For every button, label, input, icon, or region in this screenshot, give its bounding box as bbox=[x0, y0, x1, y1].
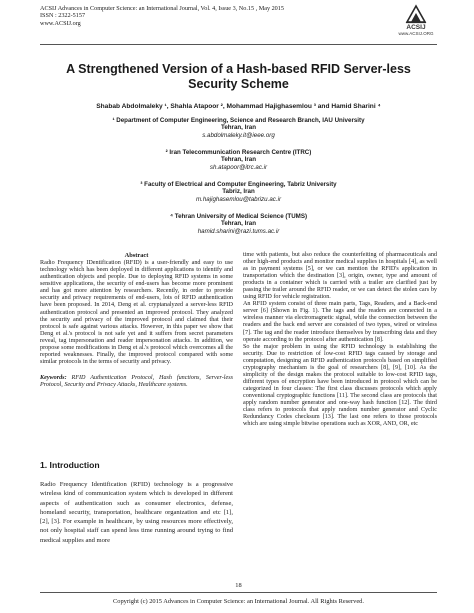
affiliation bbox=[40, 117, 437, 139]
keywords-text: RFID Authentication Protocol, Hash functions, Server-less Protocol, Security and Privacy Attacks, Healthcare systems. bbox=[40, 374, 233, 388]
right-column bbox=[243, 252, 437, 428]
affiliation-email[interactable]: s.abdolmaleky.it@ieee.org bbox=[202, 131, 275, 139]
title-line: A Strengthened Version of a Hash-based RFID Server-less bbox=[66, 62, 411, 76]
journal-header bbox=[40, 5, 440, 27]
footer-divider bbox=[40, 592, 437, 593]
affiliation-dept: ⁴ Tehran University of Medical Science (TUMS) bbox=[169, 213, 308, 220]
header-divider bbox=[40, 44, 437, 45]
affiliation bbox=[40, 181, 437, 203]
abstract-body: Radio Frequency IDentification (RFID) is a user-friendly and easy to use technology which has been deployed in different applications to identify and authentication objects and people. Due to deploying RFID systems in some sensitive applications, the security of end-users has become more prominent and has got more attention by researchers. Recently, in order to provide security and privacy requirements of end-users, lots of RFID authentication have been proposed. In 2014, Deng et al. cryptanalyzed a server-less RFID authentication protocol and presented an improved protocol. They analyzed the security and privacy of the improved protocol and claimed that their protocol is safe against various attacks. However, in this paper we show that Deng et al.'s protocol is not safe yet and it suffers from secret parameters reveal, tag impersonation and reader impersonation attacks. In addition, we propose some modifications in Deng et al.'s protocol which overcomes all the reported weaknesses. Finally, the improved protocol compared with some similar protocols in the terms of security and privacy. bbox=[40, 260, 233, 365]
keywords-label: Keywords: bbox=[40, 374, 67, 381]
journal-line: ACSIJ Advances in Computer Science: an International Journal, Vol. 4, Issue 3, No.15 , May 2015 bbox=[40, 5, 284, 12]
author-list: Shabab Abdolmaleky ¹, Shahla Atapoor ², Mohammad Hajighasemlou ³ and Hamid Sharini ⁴ bbox=[96, 103, 381, 110]
affiliation-email[interactable]: hamid.sharini@razi.tums.ac.ir bbox=[197, 227, 280, 235]
logo-url: www.ACSIJ.ORG bbox=[398, 31, 434, 36]
affiliation-email[interactable]: m.hajighasemlou@tabrizu.ac.ir bbox=[195, 195, 282, 203]
logo-emblem-icon bbox=[405, 4, 427, 24]
affiliation bbox=[40, 149, 437, 171]
section-heading-introduction: 1. Introduction bbox=[40, 460, 100, 470]
body-paragraph: An RFID system consist of three main parts, Tags, Readers, and a Back-end server [6] (Shown in Fig. 1). The tags and the readers are connected in a wireless manner via electromagnetic signal, while the connection between the readers and the back end server are consisted of two types, wired or wireless [7]. The tag and the reader introduce themselves by transcribing data and they operate according to the protocol after authentication [8]. bbox=[243, 301, 437, 343]
journal-logo bbox=[395, 4, 437, 40]
page-number: 18 bbox=[235, 582, 242, 589]
affiliation-city: Tehran, Iran bbox=[221, 124, 256, 132]
affiliation bbox=[40, 213, 437, 235]
body-paragraph: So the major problem in using the RFID technology is establishing the security. Due to restriction of low-cost RFID tags caused by storage and computation, designing an RFID authentication protocols based on simplified cryptography mechanism is the goal of researchers [8], [9], [10]. As the simplicity of the design makes the protocol suitable to low-cost RFID tags, different types of encryption have been introduced in protocol which can be categorized in four classes: The first class discusses protocols which apply conventional cryptographic functions [11]. The second class are protocols that apply random number generator and one-way hash function [12]. The third class refers to protocols that apply random number generator and Cyclic Redundancy Codes checksum [13]. The last one refers to those protocols which are using simple bitwise operations such as XOR, AND, OR, etc bbox=[243, 343, 437, 428]
logo-name: ACSIJ bbox=[406, 24, 426, 31]
affiliation-dept: ² Iran Telecommunication Research Centre (ITRC) bbox=[165, 149, 312, 156]
abstract-section bbox=[40, 252, 233, 389]
affiliation-dept: ³ Faculty of Electrical and Computer Engineering, Tabriz University bbox=[140, 181, 337, 188]
affiliation-city: Tehran, Iran bbox=[221, 220, 256, 228]
abstract-heading: Abstract bbox=[124, 252, 149, 259]
website-link[interactable]: www.ACSIJ.org bbox=[40, 19, 81, 27]
affiliation-email[interactable]: sh.atapoor@itrc.ac.ir bbox=[209, 163, 268, 171]
introduction-paragraph: Radio Frequency Identification (RFID) technology is a progressive wireless kind of communication system which is developed in different aspects of authentication such as consumer electronics, defense, homeland security, transportation, healthcare organization and etc [1], [2], [3]. For example in healthcare, by using resources more effectively, not only hospital staff can spend less time running around trying to find medical supplies and more bbox=[40, 481, 233, 544]
affiliation-dept: ¹ Department of Computer Engineering, Science and Research Branch, IAU University bbox=[112, 117, 365, 124]
body-paragraph: time with patients, but also reduce the counterfeiting of pharmaceuticals and other high-end products and monitor medical supplies in hospitals [4], as well as in payment systems [5], or we can mention the RFID's application in transportation which the destination [3], origin, owner, type and amount of products in a container which is carried with a trailer are clarified just by passing the trailer around the RFID reader, or we can detect the stolen cars by using RFID for vehicle registration. bbox=[243, 252, 437, 301]
keywords bbox=[40, 375, 233, 389]
issn: ISSN : 2322-5157 bbox=[40, 12, 86, 20]
affiliation-city: Tehran, Iran bbox=[221, 156, 256, 164]
affiliation-city: Tabriz, Iran bbox=[222, 188, 255, 196]
paper-title bbox=[40, 62, 437, 92]
copyright-notice: Copyright (c) 2015 Advances in Computer Science: an International Journal. All Rights Reserved. bbox=[113, 598, 364, 605]
title-line: Security Scheme bbox=[188, 77, 289, 91]
